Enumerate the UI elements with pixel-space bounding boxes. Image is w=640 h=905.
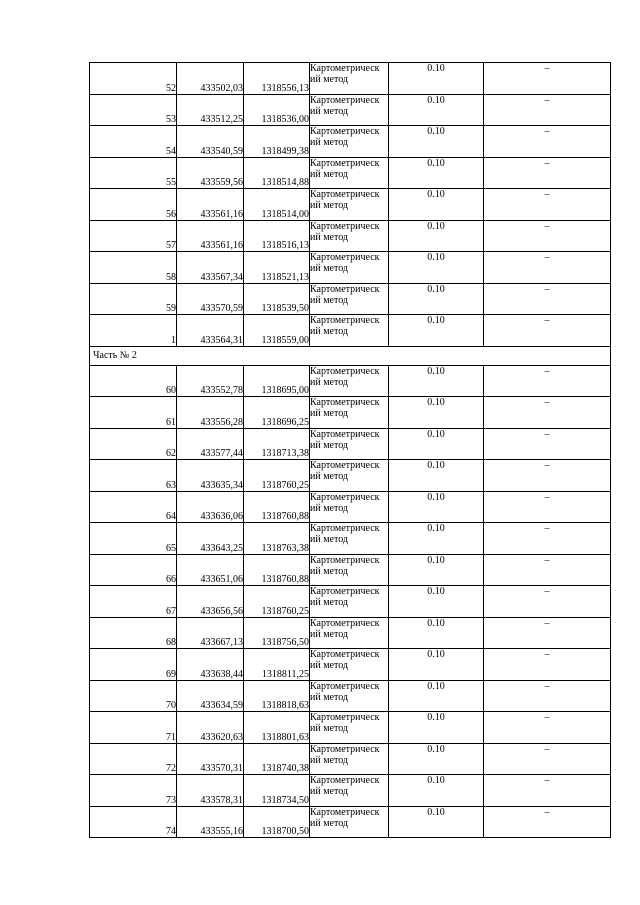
method-cell xyxy=(310,491,389,523)
coordinate-x: 433540,59 xyxy=(177,126,244,158)
table-row xyxy=(90,315,611,347)
coordinate-y: 1318801,63 xyxy=(244,712,310,744)
point-number: 70 xyxy=(90,680,177,712)
coordinate-x: 433555,16 xyxy=(177,806,244,838)
coordinate-x: 433567,34 xyxy=(177,252,244,284)
coordinate-y: 1318760,25 xyxy=(244,460,310,492)
point-number: 52 xyxy=(90,63,177,95)
coordinate-y: 1318516,13 xyxy=(244,220,310,252)
method-text-line2: ий метод xyxy=(310,200,349,211)
coordinate-x: 433651,06 xyxy=(177,554,244,586)
point-number: 62 xyxy=(90,428,177,460)
point-number: 74 xyxy=(90,806,177,838)
note-value: – xyxy=(484,712,611,744)
method-cell xyxy=(310,743,389,775)
method-cell xyxy=(310,157,389,189)
note-value: – xyxy=(484,157,611,189)
note-value: – xyxy=(484,189,611,221)
method-text-line2: ий метод xyxy=(310,231,349,243)
method-text-line1: Картометрическ xyxy=(310,126,380,137)
accuracy-value: 0.10 xyxy=(389,460,484,492)
coordinate-x: 433570,31 xyxy=(177,743,244,775)
method-cell xyxy=(310,523,389,555)
table-row xyxy=(90,649,611,681)
coordinate-y: 1318713,38 xyxy=(244,428,310,460)
coordinate-y: 1318811,25 xyxy=(244,649,310,681)
section-row xyxy=(90,346,611,365)
accuracy-value: 0.10 xyxy=(389,523,484,555)
method-text-line1: Картометрическ xyxy=(310,554,380,566)
method-cell xyxy=(310,189,389,221)
coordinate-x: 433556,28 xyxy=(177,397,244,429)
table-row xyxy=(90,428,611,460)
point-number: 71 xyxy=(90,712,177,744)
coordinate-y: 1318760,88 xyxy=(244,491,310,523)
accuracy-value: 0.10 xyxy=(389,220,484,252)
method-text-line2: ий метод xyxy=(310,376,349,388)
table-row xyxy=(90,189,611,221)
coordinate-y: 1318514,88 xyxy=(244,157,310,189)
method-text-line1: Картометрическ xyxy=(310,365,380,377)
method-text-line1: Картометрическ xyxy=(310,523,380,534)
method-text-line1: Картометрическ xyxy=(310,743,380,755)
point-number: 54 xyxy=(90,126,177,158)
note-value: – xyxy=(484,63,611,95)
point-number: 64 xyxy=(90,491,177,523)
coordinate-x: 433512,25 xyxy=(177,94,244,126)
accuracy-value: 0.10 xyxy=(389,712,484,744)
point-number: 66 xyxy=(90,554,177,586)
method-text-line2: ий метод xyxy=(310,534,349,545)
coordinate-y: 1318514,00 xyxy=(244,189,310,221)
method-text-line2: ий метод xyxy=(310,294,349,306)
accuracy-value: 0.10 xyxy=(389,680,484,712)
method-text-line2: ий метод xyxy=(310,471,349,482)
method-cell xyxy=(310,806,389,838)
coordinates-table-body xyxy=(90,63,611,838)
method-text-line2: ий метод xyxy=(310,628,349,640)
table-row xyxy=(90,460,611,492)
method-cell xyxy=(310,397,389,429)
note-value: – xyxy=(484,126,611,158)
coordinate-y: 1318760,25 xyxy=(244,586,310,618)
method-cell xyxy=(310,94,389,126)
coordinate-y: 1318521,13 xyxy=(244,252,310,284)
method-text-line2: ий метод xyxy=(310,565,349,577)
method-cell xyxy=(310,365,389,397)
note-value: – xyxy=(484,680,611,712)
note-value: – xyxy=(484,617,611,649)
table-row xyxy=(90,554,611,586)
table-row xyxy=(90,252,611,284)
point-number: 58 xyxy=(90,252,177,284)
note-value: – xyxy=(484,460,611,492)
section-label: Часть № 2 xyxy=(90,346,611,365)
method-cell xyxy=(310,126,389,158)
accuracy-value: 0.10 xyxy=(389,315,484,347)
table-row xyxy=(90,491,611,523)
coordinate-x: 433552,78 xyxy=(177,365,244,397)
method-text-line1: Картометрическ xyxy=(310,94,380,106)
coordinate-y: 1318556,13 xyxy=(244,63,310,95)
method-text-line2: ий метод xyxy=(310,168,349,180)
coordinate-x: 433635,34 xyxy=(177,460,244,492)
note-value: – xyxy=(484,649,611,681)
method-text-line1: Картометрическ xyxy=(310,712,380,723)
method-text-line1: Картометрическ xyxy=(310,586,380,597)
method-cell xyxy=(310,649,389,681)
coordinate-x: 433570,59 xyxy=(177,283,244,315)
point-number: 57 xyxy=(90,220,177,252)
method-text-line1: Картометрическ xyxy=(310,491,380,503)
method-text-line2: ий метод xyxy=(310,723,349,734)
note-value: – xyxy=(484,220,611,252)
accuracy-value: 0.10 xyxy=(389,283,484,315)
accuracy-value: 0.10 xyxy=(389,491,484,523)
coordinate-x: 433620,63 xyxy=(177,712,244,744)
coordinate-x: 433667,13 xyxy=(177,617,244,649)
method-text-line2: ий метод xyxy=(310,691,349,703)
coordinate-x: 433561,16 xyxy=(177,189,244,221)
coordinate-x: 433638,44 xyxy=(177,649,244,681)
note-value: – xyxy=(484,743,611,775)
coordinate-y: 1318499,38 xyxy=(244,126,310,158)
method-text-line2: ий метод xyxy=(310,105,349,117)
table-row xyxy=(90,523,611,555)
method-text-line2: ий метод xyxy=(310,597,349,608)
note-value: – xyxy=(484,775,611,807)
point-number: 69 xyxy=(90,649,177,681)
accuracy-value: 0.10 xyxy=(389,126,484,158)
coordinate-x: 433643,25 xyxy=(177,523,244,555)
accuracy-value: 0.10 xyxy=(389,554,484,586)
coordinate-x: 433559,56 xyxy=(177,157,244,189)
accuracy-value: 0.10 xyxy=(389,617,484,649)
accuracy-value: 0.10 xyxy=(389,649,484,681)
note-value: – xyxy=(484,554,611,586)
point-number: 59 xyxy=(90,283,177,315)
coordinate-x: 433502,03 xyxy=(177,63,244,95)
method-cell xyxy=(310,220,389,252)
accuracy-value: 0.10 xyxy=(389,743,484,775)
method-text-line1: Картометрическ xyxy=(310,315,380,326)
method-cell xyxy=(310,775,389,807)
method-cell xyxy=(310,428,389,460)
accuracy-value: 0.10 xyxy=(389,806,484,838)
point-number: 60 xyxy=(90,365,177,397)
method-text-line2: ий метод xyxy=(310,786,349,797)
accuracy-value: 0.10 xyxy=(389,428,484,460)
point-number: 65 xyxy=(90,523,177,555)
coordinate-y: 1318559,00 xyxy=(244,315,310,347)
method-text-line2: ий метод xyxy=(310,326,349,337)
accuracy-value: 0.10 xyxy=(389,94,484,126)
coordinate-y: 1318695,00 xyxy=(244,365,310,397)
method-cell xyxy=(310,680,389,712)
method-cell xyxy=(310,586,389,618)
note-value: – xyxy=(484,491,611,523)
coordinate-x: 433656,56 xyxy=(177,586,244,618)
coordinate-x: 433564,31 xyxy=(177,315,244,347)
note-value: – xyxy=(484,315,611,347)
method-text-line1: Картометрическ xyxy=(310,189,380,200)
accuracy-value: 0.10 xyxy=(389,586,484,618)
point-number: 63 xyxy=(90,460,177,492)
point-number: 72 xyxy=(90,743,177,775)
accuracy-value: 0.10 xyxy=(389,252,484,284)
accuracy-value: 0.10 xyxy=(389,397,484,429)
note-value: – xyxy=(484,523,611,555)
coordinate-y: 1318740,38 xyxy=(244,743,310,775)
accuracy-value: 0.10 xyxy=(389,365,484,397)
note-value: – xyxy=(484,252,611,284)
method-cell xyxy=(310,63,389,95)
note-value: – xyxy=(484,428,611,460)
method-cell xyxy=(310,554,389,586)
method-text-line1: Картометрическ xyxy=(310,63,380,74)
coordinate-y: 1318734,50 xyxy=(244,775,310,807)
table-row xyxy=(90,126,611,158)
note-value: – xyxy=(484,94,611,126)
point-number: 53 xyxy=(90,94,177,126)
table-row xyxy=(90,680,611,712)
coordinate-y: 1318539,50 xyxy=(244,283,310,315)
coordinate-x: 433561,16 xyxy=(177,220,244,252)
table-row xyxy=(90,806,611,838)
table-row xyxy=(90,586,611,618)
accuracy-value: 0.10 xyxy=(389,189,484,221)
method-text-line1: Картометрическ xyxy=(310,806,380,818)
method-text-line1: Картометрическ xyxy=(310,680,380,692)
accuracy-value: 0.10 xyxy=(389,157,484,189)
method-text-line2: ий метод xyxy=(310,754,349,766)
coordinate-y: 1318536,00 xyxy=(244,94,310,126)
point-number: 55 xyxy=(90,157,177,189)
table-row xyxy=(90,617,611,649)
table-row xyxy=(90,157,611,189)
method-text-line2: ий метод xyxy=(310,817,349,829)
method-cell xyxy=(310,460,389,492)
coordinate-x: 433636,06 xyxy=(177,491,244,523)
coordinate-y: 1318756,50 xyxy=(244,617,310,649)
coordinate-x: 433578,31 xyxy=(177,775,244,807)
method-text-line1: Картометрическ xyxy=(310,283,380,295)
table-row xyxy=(90,283,611,315)
point-number: 56 xyxy=(90,189,177,221)
point-number: 67 xyxy=(90,586,177,618)
coordinate-x: 433577,44 xyxy=(177,428,244,460)
table-row xyxy=(90,94,611,126)
table-row xyxy=(90,397,611,429)
note-value: – xyxy=(484,586,611,618)
coordinate-y: 1318763,38 xyxy=(244,523,310,555)
method-cell xyxy=(310,252,389,284)
table-row xyxy=(90,220,611,252)
method-text-line1: Картометрическ xyxy=(310,649,380,660)
point-number: 1 xyxy=(90,315,177,347)
method-text-line2: ий метод xyxy=(310,137,349,148)
table-row xyxy=(90,775,611,807)
accuracy-value: 0.10 xyxy=(389,775,484,807)
coordinate-y: 1318818,63 xyxy=(244,680,310,712)
coordinate-y: 1318696,25 xyxy=(244,397,310,429)
method-text-line1: Картометрическ xyxy=(310,428,380,440)
point-number: 61 xyxy=(90,397,177,429)
method-text-line1: Картометрическ xyxy=(310,157,380,169)
method-cell xyxy=(310,712,389,744)
table-row xyxy=(90,63,611,95)
method-text-line1: Картометрическ xyxy=(310,775,380,786)
coordinate-y: 1318700,50 xyxy=(244,806,310,838)
method-text-line2: ий метод xyxy=(310,502,349,514)
point-number: 68 xyxy=(90,617,177,649)
accuracy-value: 0.10 xyxy=(389,63,484,95)
method-text-line2: ий метод xyxy=(310,408,349,419)
table-row xyxy=(90,743,611,775)
method-text-line2: ий метод xyxy=(310,263,349,274)
note-value: – xyxy=(484,397,611,429)
method-text-line2: ий метод xyxy=(310,660,349,671)
method-text-line1: Картометрическ xyxy=(310,220,380,232)
method-text-line1: Картометрическ xyxy=(310,460,380,471)
method-cell xyxy=(310,617,389,649)
table-row xyxy=(90,365,611,397)
note-value: – xyxy=(484,283,611,315)
method-text-line1: Картометрическ xyxy=(310,397,380,408)
table-row xyxy=(90,712,611,744)
note-value: – xyxy=(484,365,611,397)
method-text-line2: ий метод xyxy=(310,439,349,451)
coordinates-table xyxy=(89,62,611,838)
coordinate-x: 433634,59 xyxy=(177,680,244,712)
coordinate-y: 1318760,88 xyxy=(244,554,310,586)
method-cell xyxy=(310,283,389,315)
method-cell xyxy=(310,315,389,347)
note-value: – xyxy=(484,806,611,838)
method-text-line1: Картометрическ xyxy=(310,617,380,629)
method-text-line2: ий метод xyxy=(310,74,349,85)
method-text-line1: Картометрическ xyxy=(310,252,380,263)
point-number: 73 xyxy=(90,775,177,807)
